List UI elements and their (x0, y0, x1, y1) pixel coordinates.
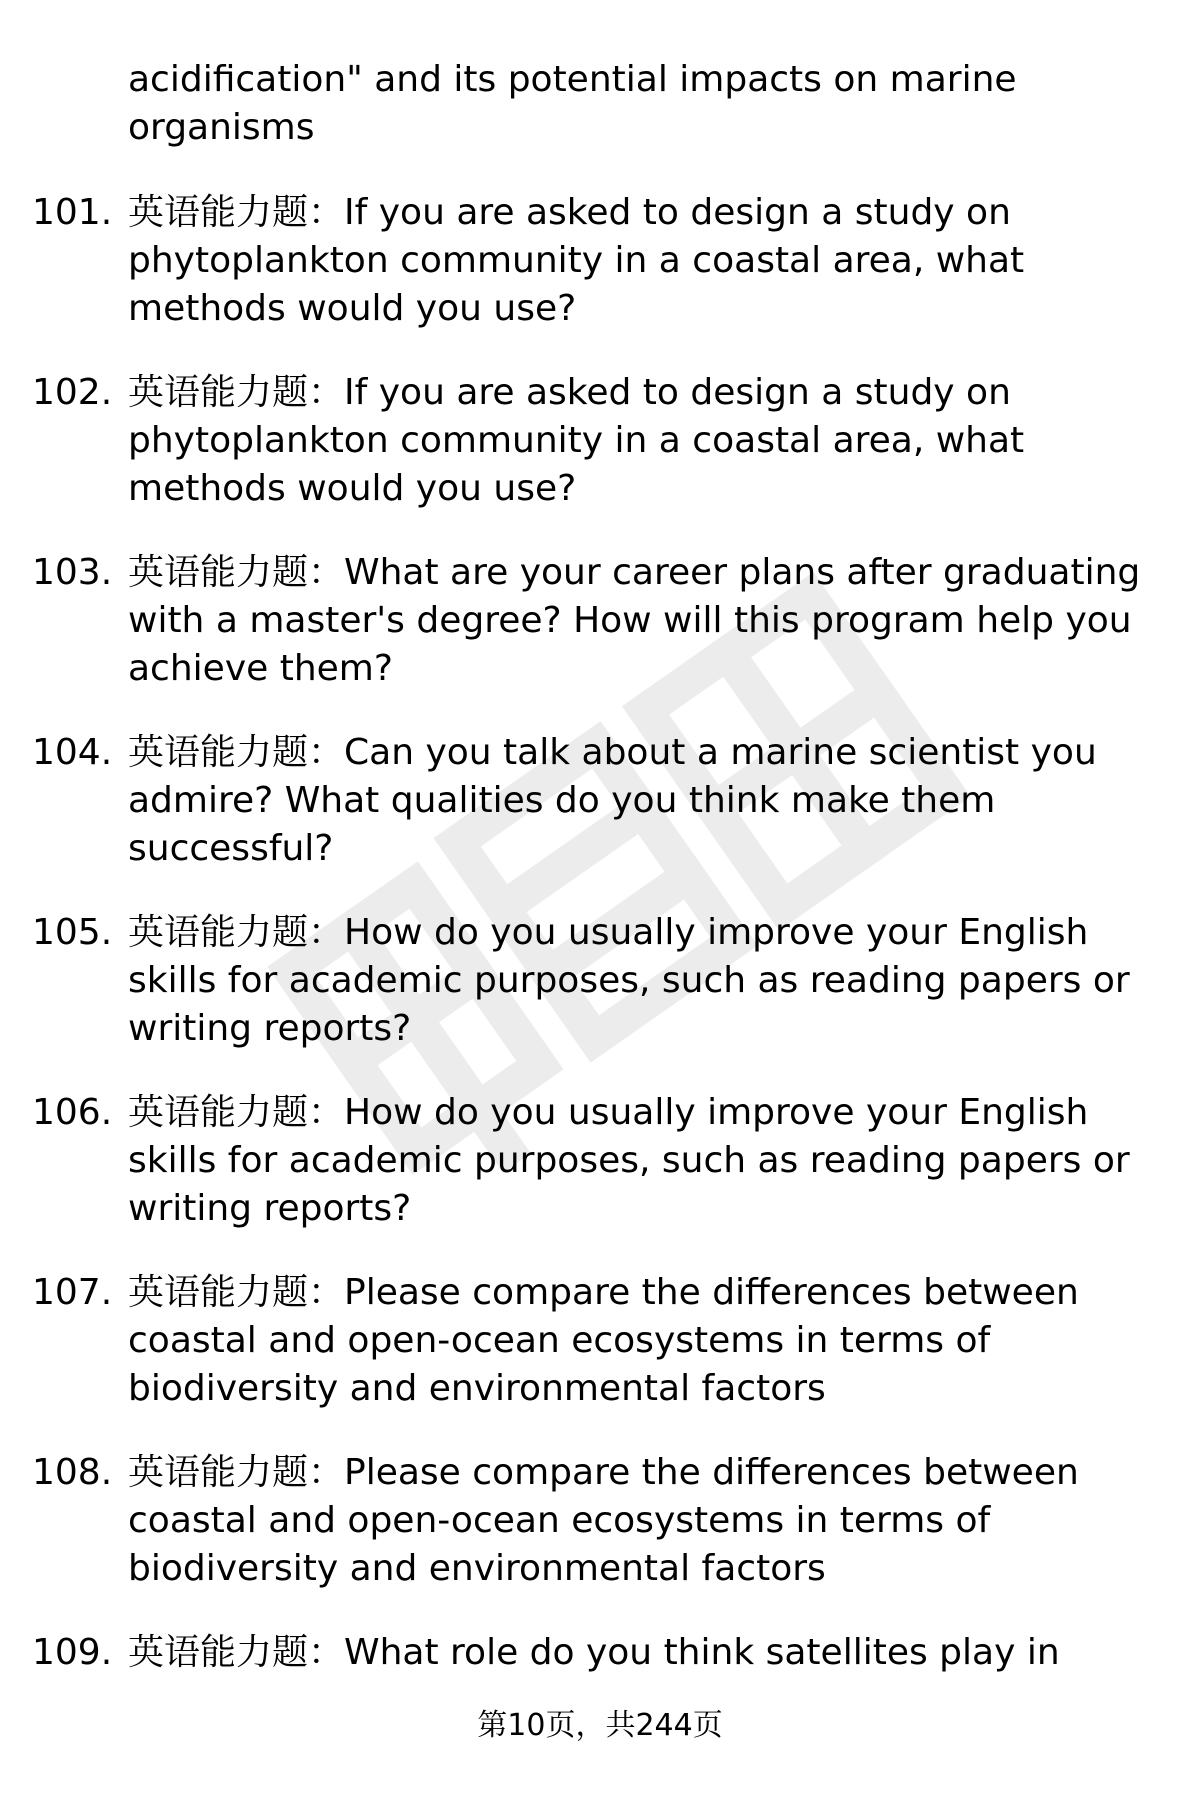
question-number: 102. (32, 372, 113, 413)
question-number: 101. (32, 192, 113, 233)
list-item (0, 1089, 1200, 1269)
page-footer: 第10页，共244页 (477, 1708, 723, 1743)
list-item (0, 909, 1200, 1089)
question-text: 英语能力题：How do you usually improve your English skills for academic purposes, such as reading papers or writing reports? (128, 1092, 1130, 1229)
question-list (0, 189, 1200, 1809)
question-number: 104. (32, 732, 113, 773)
list-item (0, 1269, 1200, 1449)
question-number: 103. (32, 552, 113, 593)
question-number: 107. (32, 1272, 113, 1313)
list-item (0, 549, 1200, 729)
list-item (0, 1449, 1200, 1629)
question-text: 英语能力题：How do you usually improve your English skills for academic purposes, such as reading papers or writing reports? (128, 912, 1130, 1049)
question-text: 英语能力题：If you are asked to design a study on phytoplankton community in a coastal area, what methods would you use? (128, 192, 1025, 329)
question-number: 109. (32, 1632, 113, 1673)
list-item (0, 369, 1200, 549)
question-text: 英语能力题：Can you talk about a marine scientist you admire? What qualities do you think make them successful? (128, 732, 1097, 869)
list-item (0, 189, 1200, 369)
question-text: 英语能力题：What role do you think satellites play in (128, 1632, 1060, 1673)
question-text: 英语能力题：Please compare the differences between coastal and open-ocean ecosystems in terms of biodiversity and environmental factors (128, 1452, 1079, 1589)
continued-text: acidification" and its potential impacts on marine organisms (128, 59, 1017, 148)
list-item (0, 729, 1200, 909)
question-text: 英语能力题：What are your career plans after graduating with a master's degree? How will this program help you achieve them? (128, 552, 1141, 689)
question-text: 英语能力题：If you are asked to design a study on phytoplankton community in a coastal area, what methods would you use? (128, 372, 1025, 509)
question-number: 105. (32, 912, 113, 953)
question-text: 英语能力题：Please compare the differences between coastal and open-ocean ecosystems in terms of biodiversity and environmental factors (128, 1272, 1079, 1409)
question-number: 106. (32, 1092, 113, 1133)
question-number: 108. (32, 1452, 113, 1493)
